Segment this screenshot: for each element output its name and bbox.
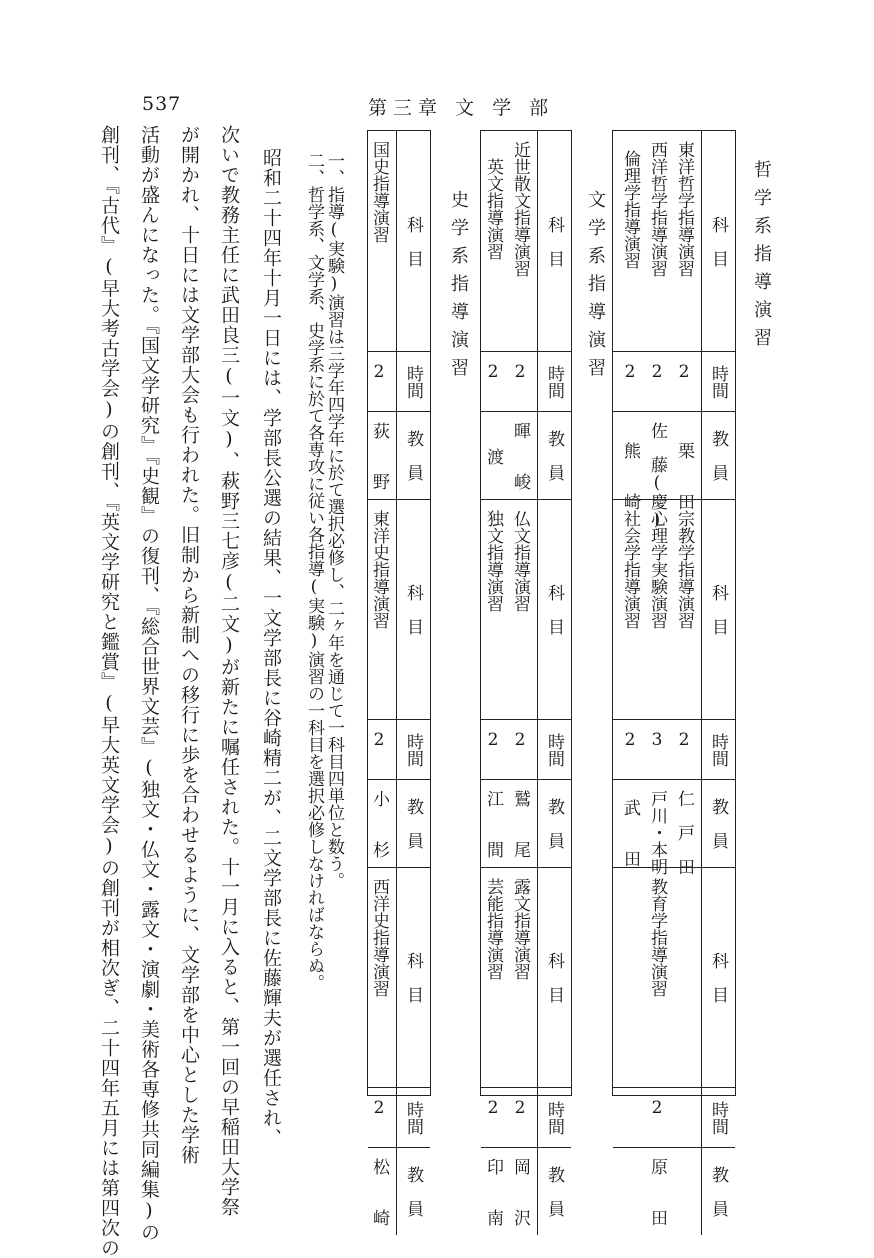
literature-subject-entry: 芸能指導演習 — [483, 878, 503, 980]
literature-col-head: 科 目 — [544, 584, 564, 635]
history-group-3-teachers-cell — [368, 1147, 430, 1235]
literature-col-head: 教 員 — [544, 798, 564, 849]
philosophy-table — [612, 130, 736, 1226]
philosophy-group-1-teachers-cell — [613, 411, 735, 530]
history-col-head: 時間 — [403, 1100, 423, 1135]
philosophy-col-head: 科 目 — [708, 584, 728, 635]
philosophy-teacher-entry: 栗 田 — [674, 442, 694, 510]
literature-group-1-hours-cell — [481, 351, 571, 411]
literature-hour-entry: 2 — [483, 730, 503, 750]
history-teacher-entry: 小 杉 — [369, 790, 389, 858]
literature-group-2-teachers-cell — [481, 779, 571, 867]
history-subject-entry: 国史指導演習 — [369, 141, 389, 243]
philosophy-subject-entry: 教育学指導演習 — [647, 878, 667, 997]
history-subject-entry: 西洋史指導演習 — [369, 878, 389, 997]
philosophy-group-2-subjects-cell — [613, 499, 735, 719]
history-col-head: 科 目 — [403, 215, 423, 267]
literature-subject-entry: 独文指導演習 — [483, 510, 503, 612]
philosophy-subject-entry: 社会学指導演習 — [620, 510, 640, 629]
history-col-head: 科 目 — [403, 584, 423, 635]
history-teacher-entry: 荻 野 — [369, 422, 389, 490]
philosophy-subject-entry: 宗教学指導演習 — [674, 510, 694, 629]
literature-hour-entry: 2 — [483, 362, 503, 382]
philosophy-hour-entry: 2 — [620, 362, 640, 382]
history-section-title: 史学系指導演習 — [448, 190, 469, 386]
literature-subject-entry: 露文指導演習 — [510, 878, 530, 980]
chapter-header: 第三章 文 学 部 — [368, 97, 555, 119]
philosophy-group-1-hours-cell — [613, 351, 735, 411]
philosophy-teacher-entry — [670, 1158, 697, 1226]
literature-hour-entry: 2 — [510, 730, 530, 750]
literature-col-head: 教 員 — [544, 1166, 564, 1217]
history-group-3-hours-cell — [368, 1087, 430, 1147]
literature-group-2-hours-cell — [481, 719, 571, 779]
history-hour-entry: 2 — [369, 1098, 389, 1118]
philosophy-col-head: 時間 — [708, 1100, 728, 1135]
philosophy-col-head: 教 員 — [708, 1166, 728, 1217]
philosophy-hour-entry: 3 — [647, 730, 667, 750]
body-line-5: 創刊、『古代』(早大考古学会)の創刊、『英文学研究と鑑賞』(早大英文学会)の創刊が相次ぎ、二十四年五月には第四次の — [98, 125, 120, 1258]
body-line-2: 次いで教務主任に武田良三(一文)、萩野三七彦(二文)が新たに嘱任された。十一月に入ると、第一回の早稲田大学祭 — [218, 125, 240, 1217]
literature-group-3-hours-cell — [481, 1087, 571, 1147]
philosophy-group-3-hours-cell — [613, 1087, 735, 1147]
philosophy-teacher-entry: 仁 戸 田 — [674, 790, 694, 875]
literature-group-1-teachers-cell — [481, 411, 571, 499]
philosophy-teacher-entry: 戸川・本明 — [647, 790, 667, 875]
history-group-2-hours-cell — [368, 719, 430, 779]
philosophy-group-2-hours-cell — [613, 719, 735, 779]
literature-teacher-entry: 印 南 — [483, 1158, 503, 1226]
philosophy-group-3-teachers-cell — [613, 1147, 735, 1235]
philosophy-teacher-entry: 武 田 — [620, 798, 640, 867]
literature-hour-entry: 2 — [483, 1098, 503, 1118]
literature-hour-entry: 2 — [510, 362, 530, 382]
history-hour-entry: 2 — [369, 730, 389, 750]
history-col-head: 科 目 — [403, 952, 423, 1003]
literature-col-head: 教 員 — [544, 430, 564, 481]
philosophy-group-1-subjects-cell — [613, 131, 735, 351]
literature-group-1-subjects-cell — [481, 131, 571, 351]
philosophy-teacher-entry: 熊 崎 — [620, 442, 640, 510]
philosophy-teacher-entry: 原 田 — [647, 1158, 667, 1226]
body-line-3: が開かれ、十日には文学部大会も行われた。旧制から新制への移行に歩を合わせるように、文学部を中心とした学術 — [178, 125, 200, 1165]
philosophy-subject-entry: 西洋哲学指導演習 — [647, 141, 667, 277]
literature-col-head: 時間 — [544, 1100, 564, 1135]
body-line-1: 昭和二十四年十月一日には、学部長公選の結果、一文学部長に谷崎精二が、二文学部長に佐藤輝夫が選任され、 — [260, 148, 282, 1148]
philosophy-hour-entry: 2 — [674, 730, 694, 750]
history-subject-entry: 東洋史指導演習 — [369, 510, 389, 629]
philosophy-hour-entry: 2 — [647, 362, 667, 382]
history-col-head: 時間 — [403, 732, 423, 767]
history-table — [367, 130, 431, 1226]
philosophy-col-head: 教 員 — [708, 430, 728, 481]
note-2: 二、哲学系、文学系、史学系に於て各専攻に従い各指導(実験)演習の一科目を選択必修しなければならぬ。 — [304, 152, 324, 991]
philosophy-subject-entry — [670, 878, 697, 997]
literature-col-head: 時間 — [544, 364, 564, 399]
history-hour-entry: 2 — [369, 362, 389, 382]
philosophy-subject-entry — [616, 878, 643, 997]
literature-group-3-subjects-cell — [481, 867, 571, 1087]
literature-teacher-entry: 鷲 尾 — [510, 790, 530, 858]
philosophy-hour-entry: 2 — [620, 730, 640, 750]
philosophy-hour-entry — [670, 1098, 697, 1118]
history-col-head: 時間 — [403, 364, 423, 399]
history-col-head: 教 員 — [403, 798, 423, 849]
philosophy-section-title: 哲学系指導演習 — [751, 160, 772, 356]
literature-subject-entry: 仏文指導演習 — [510, 510, 530, 612]
literature-col-head: 科 目 — [544, 215, 564, 267]
literature-subject-entry: 英文指導演習 — [483, 158, 503, 260]
history-group-1-teachers-cell — [368, 411, 430, 499]
history-group-3-subjects-cell — [368, 867, 430, 1087]
philosophy-subject-entry: 東洋哲学指導演習 — [674, 141, 694, 277]
philosophy-col-head: 科 目 — [708, 952, 728, 1003]
philosophy-group-3-subjects-cell — [613, 867, 735, 1087]
philosophy-col-head: 時間 — [708, 364, 728, 399]
philosophy-hour-entry: 2 — [674, 362, 694, 382]
history-col-head: 教 員 — [403, 1166, 423, 1217]
note-1: 一、指導(実験)演習は三学年四学年に於て選択必修し、二ヶ年を通じて一科目四単位と数う。 — [324, 152, 344, 889]
literature-group-2-subjects-cell — [481, 499, 571, 719]
philosophy-col-head: 教 員 — [708, 798, 728, 849]
body-line-4: 活動が盛んになった。『国文学研究』『史観』の復刊、『総合世界文芸』(独文・仏文・露文・演劇・美術各専修共同編集)の — [138, 125, 160, 1243]
page-number: 537 — [142, 93, 182, 115]
philosophy-col-head: 科 目 — [708, 215, 728, 267]
literature-hour-entry: 2 — [510, 1098, 530, 1118]
literature-teacher-entry: 岡 沢 — [510, 1158, 530, 1226]
literature-table — [480, 130, 572, 1226]
history-group-1-subjects-cell — [368, 131, 430, 351]
literature-group-3-teachers-cell — [481, 1147, 571, 1235]
philosophy-subject-entry: 心理学実験演習 — [647, 510, 667, 629]
literature-teacher-entry: 渡 — [483, 447, 503, 465]
philosophy-subject-entry: 倫理学指導演習 — [620, 149, 640, 269]
history-teacher-entry: 松 崎 — [369, 1158, 389, 1226]
philosophy-hour-entry — [616, 1098, 643, 1118]
literature-teacher-entry: 暉 峻 — [510, 422, 530, 490]
philosophy-hour-entry: 2 — [647, 1098, 667, 1118]
literature-section-title: 文学系指導演習 — [585, 190, 606, 386]
history-group-2-subjects-cell — [368, 499, 430, 719]
philosophy-col-head: 時間 — [708, 732, 728, 767]
literature-subject-entry: 近世散文指導演習 — [510, 141, 530, 277]
philosophy-teacher-entry — [616, 1158, 643, 1226]
history-col-head: 教 員 — [403, 430, 423, 481]
history-group-2-teachers-cell — [368, 779, 430, 867]
literature-col-head: 科 目 — [544, 952, 564, 1003]
philosophy-teacher-entry: 佐 藤(慶) — [647, 422, 667, 530]
philosophy-group-2-teachers-cell — [613, 779, 735, 875]
literature-col-head: 時間 — [544, 732, 564, 767]
history-group-1-hours-cell — [368, 351, 430, 411]
literature-teacher-entry: 江 間 — [483, 790, 503, 858]
